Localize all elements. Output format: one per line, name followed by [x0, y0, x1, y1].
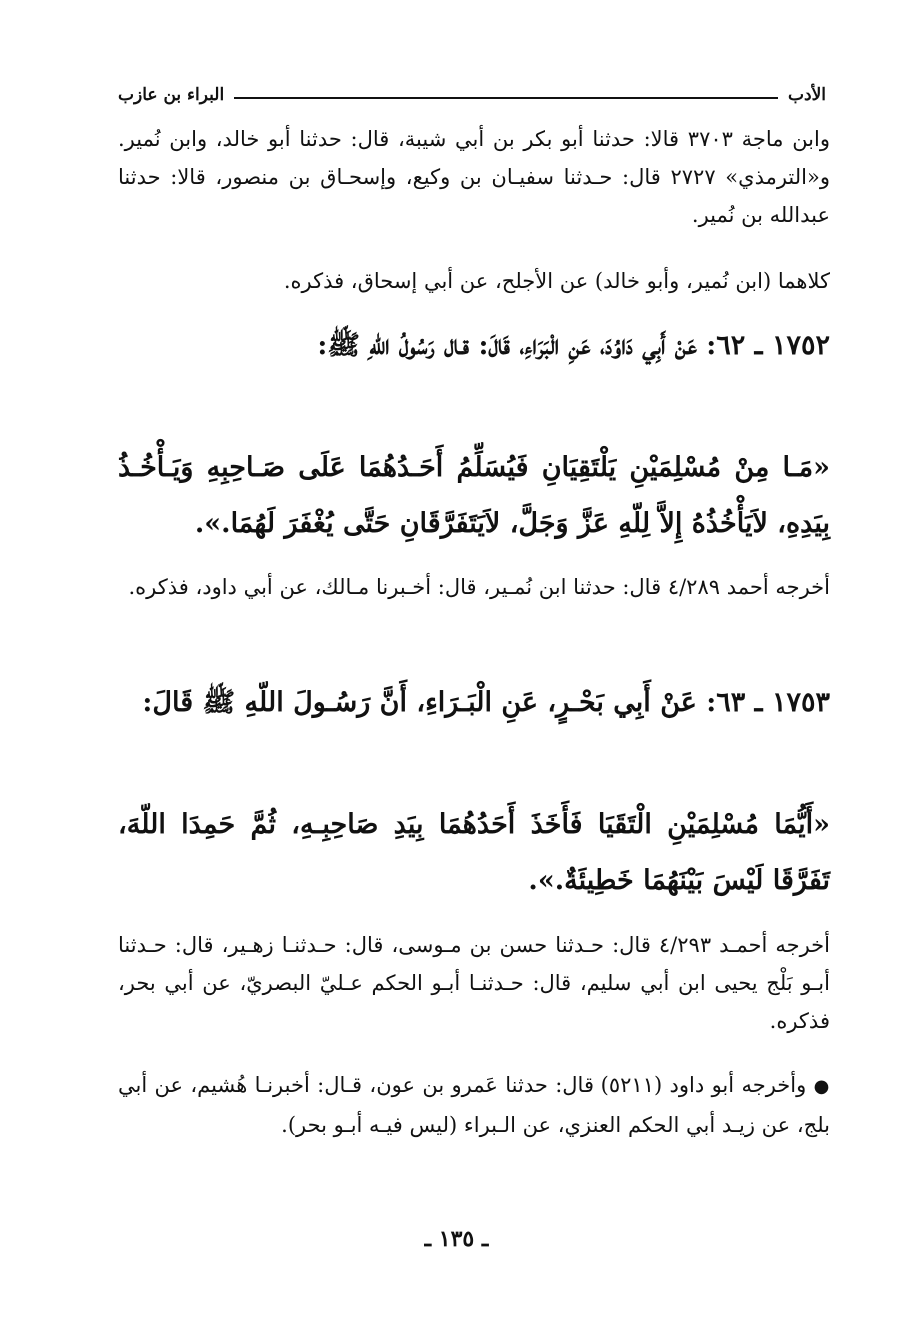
- bullet-icon: ●: [813, 1076, 830, 1097]
- paragraph-sources-1: وابن ماجة ٣٧٠٣ قالا: حدثنا أبو بكر بن أبي شيبة، قال: حدثنا أبو خالد، وابن نُمير. و«الترمذي» ٢٧٢٧ قال: حـدثنا سفيـان بن وكيع، وإسحـاق بن منصور، قالا: حدثنا عبدالله بن نُمير.: [118, 127, 830, 227]
- hadith-1753-heading: ١٧٥٣ ـ ٦٣: عَنْ أَبِي بَحْـرٍ، عَنِ الْبَـرَاءِ، أَنَّ رَسُـولَ اللّهِ ﷺ قَالَ:: [142, 687, 830, 718]
- hadith-1752-text: «مَـا مِنْ مُسْلِمَيْنِ يَلْتَقِيَانِ فَيُسَلِّمُ أَحَـدُهُمَا عَلَى صَـاحِبِهِ وَيَـأْخُـذُ بِيَدِهِ، لاَيَأْخُذُهُ إِلاَّ لِلّهِ عَزَّ وَجَلَّ، لاَيَتَفَرَّقَانِ حَتَّى يُغْفَرَ لَهُمَا.».: [118, 452, 830, 539]
- takhrij-abu-dawud-text: وأخرجه أبو داود (٥٢١١) قال: حدثنا عَمرو بن عون، قـال: أخبرنـا هُشيم، عن أبي بلج، عن زيـد أبي الحكم العنزي، عن الـبراء (ليس فيـه أبـو بحر).: [118, 1073, 830, 1137]
- hadith-1753-text: «أَيُّمَا مُسْلِمَيْنِ الْتَقَيَا فَأَخَذَ أَحَدُهُمَا بِيَدِ صَاحِبِـهِ، ثُمَّ حَمِدَا اللّهَ، تَفَرَّقَا لَيْسَ بَيْنَهُمَا خَطِيئَةٌ.».: [118, 809, 830, 896]
- header-rule: [234, 97, 778, 99]
- running-header: [118, 78, 826, 112]
- hadith-1753-takhrij: أخرجه أحمـد ٤/٢٩٣ قال: حـدثنا حسن بن مـوسى، قال: حـدثنـا زهـير، قال: حـدثنا أبـو بَلْج يحيى ابن أبي سليم، قال: حـدثنـا أبـو الحكم عـليّ البصريّ، عن أبي بحر، فذكره.: [118, 933, 830, 1033]
- hadith-1752-takhrij: أخرجه أحمد ٤/٢٨٩ قال: حدثنا ابن نُمـير، قال: أخـبرنا مـالك، عن أبي داود، فذكره.: [128, 575, 830, 599]
- header-section-title: الأدب: [788, 85, 826, 105]
- hadith-1753-takhrij-abu-dawud: [118, 1066, 830, 1144]
- paragraph-sources-2: كلاهما (ابن نُمير، وأبو خالد) عن الأجلح، عن أبي إسحاق، فذكره.: [283, 269, 830, 293]
- page-number: ـ ١٣٥ ـ: [424, 1226, 489, 1252]
- header-chapter-title: البراء بن عازب: [118, 85, 225, 105]
- hadith-1752-heading: ١٧٥٢ ـ ٦٢: عَنْ أَبِي دَاوُدَ، عَنِ الْبَرَاءِ، قَالَ: قـال رَسُولُ اللّهِ ﷺ:: [317, 330, 830, 361]
